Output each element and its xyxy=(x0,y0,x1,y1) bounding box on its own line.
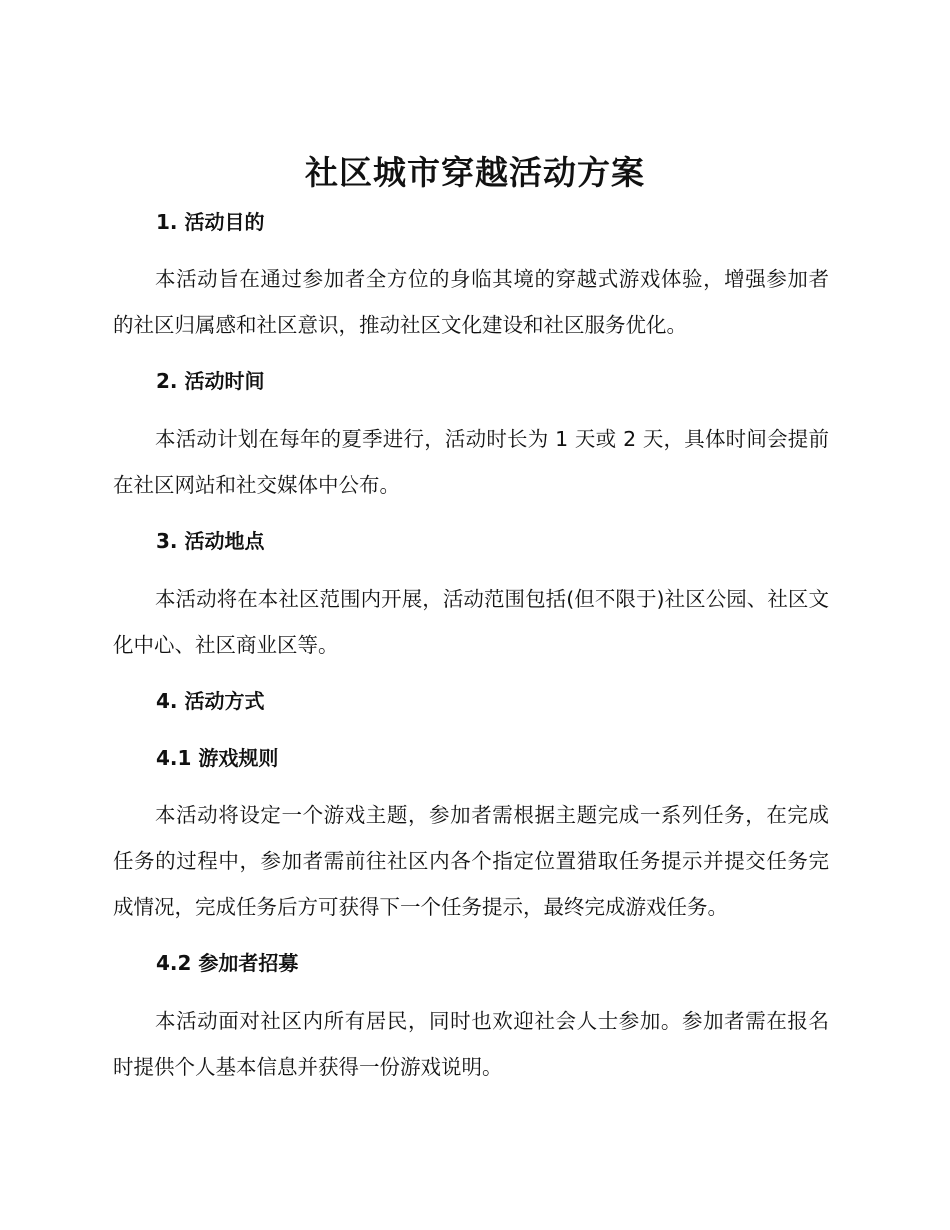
section-heading-method: 4. 活动方式 xyxy=(156,689,265,713)
document-title: 社区城市穿越活动方案 xyxy=(305,153,645,192)
section-heading-location: 3. 活动地点 xyxy=(156,529,265,553)
section-heading-time: 2. 活动时间 xyxy=(156,369,265,393)
section-body-recruitment: 本活动面对社区内所有居民，同时也欢迎社会人士参加。参加者需在报名时提供个人基本信息并获得一份游戏说明。 xyxy=(113,1009,829,1079)
section-heading-recruitment: 4.2 参加者招募 xyxy=(156,951,299,975)
section-heading-game-rules: 4.1 游戏规则 xyxy=(156,746,279,770)
section-body-game-rules: 本活动将设定一个游戏主题，参加者需根据主题完成一系列任务，在完成任务的过程中，参加者需前往社区内各个指定位置猎取任务提示并提交任务完成情况，完成任务后方可获得下一个任务提示，最终完成游戏任务。 xyxy=(113,803,829,919)
section-body-location: 本活动将在本社区范围内开展，活动范围包括(但不限于)社区公园、社区文化中心、社区商业区等。 xyxy=(113,587,829,657)
section-body-purpose: 本活动旨在通过参加者全方位的身临其境的穿越式游戏体验，增强参加者的社区归属感和社区意识，推动社区文化建设和社区服务优化。 xyxy=(113,267,829,337)
section-heading-purpose: 1. 活动目的 xyxy=(156,210,265,234)
section-body-time: 本活动计划在每年的夏季进行，活动时长为 1 天或 2 天，具体时间会提前在社区网站和社交媒体中公布。 xyxy=(113,427,829,497)
